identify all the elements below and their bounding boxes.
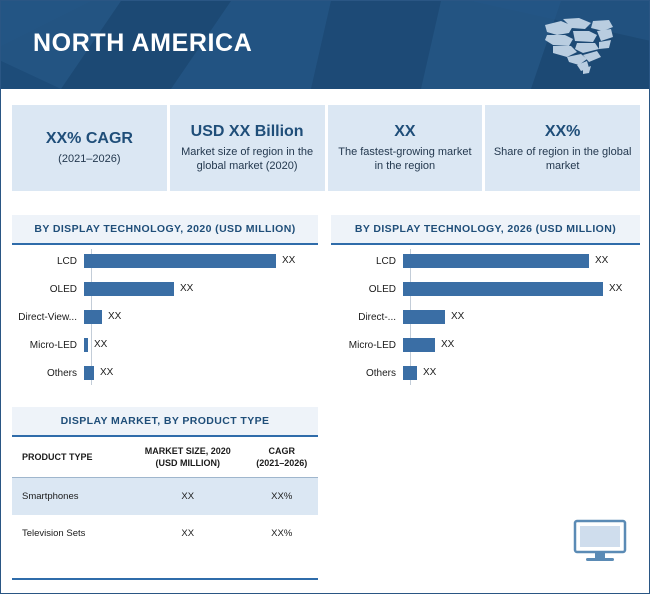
column-header-line-2: (USD MILLION)	[155, 458, 220, 468]
bar-value: XX	[423, 367, 437, 378]
bar-row	[12, 253, 308, 269]
bar-track	[403, 281, 630, 297]
bar-track	[403, 253, 630, 269]
bar-track	[84, 253, 308, 269]
bar-fill	[84, 366, 94, 380]
kpi-card-global-share	[485, 105, 640, 191]
page-title: NORTH AMERICA	[33, 29, 253, 57]
cell-cagr: XX%	[271, 528, 293, 539]
kpi-caption: Share of region in the global market	[493, 146, 632, 172]
bar-label: LCD	[375, 255, 396, 267]
table-header-row	[12, 437, 318, 478]
bar-value: XX	[108, 311, 122, 322]
kpi-caption: The fastest-growing market in the region	[338, 146, 472, 172]
table-title: DISPLAY MARKET, BY PRODUCT TYPE	[12, 407, 318, 437]
bar-row	[331, 337, 630, 353]
bar-track	[403, 309, 630, 325]
table-row	[12, 478, 318, 516]
bar-fill	[84, 282, 174, 296]
bar-track	[84, 309, 308, 325]
bar-fill	[403, 338, 435, 352]
kpi-value: XX% CAGR	[45, 130, 133, 147]
bar-value: XX	[282, 255, 296, 266]
bar-track	[84, 365, 308, 381]
kpi-value: XX%	[544, 123, 581, 140]
bar-label: Direct-...	[358, 311, 396, 323]
bar-value: XX	[441, 339, 455, 350]
bar-label: Direct-View...	[18, 311, 77, 323]
bar-fill	[403, 254, 589, 268]
chart-2-title: BY DISPLAY TECHNOLOGY, 2026 (USD MILLION)	[331, 215, 640, 245]
column-header-line-1: CAGR	[268, 446, 295, 456]
bar-row	[331, 253, 630, 269]
kpi-caption: (2021–2026)	[58, 153, 121, 165]
bar-value: XX	[94, 339, 108, 350]
table-bottom-rule	[12, 578, 318, 580]
cell-market-size: XX	[130, 478, 245, 516]
bar-track	[84, 337, 308, 353]
bar-label: Micro-LED	[348, 339, 396, 351]
chart-by-display-technology-2020	[12, 247, 318, 395]
bar-label: LCD	[56, 255, 77, 267]
bar-row	[331, 365, 630, 381]
north-america-map-icon	[539, 15, 617, 77]
bar-track	[84, 281, 308, 297]
chart-by-display-technology-2026	[331, 247, 640, 395]
bar-row	[12, 309, 308, 325]
bar-label: OLED	[368, 283, 396, 295]
kpi-caption: Market size of region in the global market (2020)	[181, 146, 314, 172]
kpi-strip	[12, 105, 640, 191]
bar-fill	[403, 310, 445, 324]
column-header-market-size	[130, 437, 245, 478]
cell-product-type: Smartphones	[12, 478, 130, 516]
bar-row	[12, 365, 308, 381]
bar-label: Micro-LED	[29, 339, 77, 351]
bar-label: Others	[365, 367, 396, 379]
bar-row	[331, 281, 630, 297]
bar-fill	[84, 338, 88, 352]
chart-1-title: BY DISPLAY TECHNOLOGY, 2020 (USD MILLION)	[12, 215, 318, 245]
header-banner	[1, 1, 650, 89]
column-header-product-type: PRODUCT TYPE	[12, 437, 130, 478]
bar-label: OLED	[49, 283, 77, 295]
bar-value: XX	[609, 283, 623, 294]
bar-fill	[84, 254, 276, 268]
bar-fill	[403, 366, 417, 380]
column-header-line-2: (2021–2026)	[256, 458, 308, 468]
column-header-cagr	[245, 437, 318, 478]
monitor-icon	[573, 519, 627, 563]
table-row	[12, 515, 318, 552]
bar-track	[403, 365, 630, 381]
cell-market-size: XX	[181, 528, 195, 539]
bar-fill	[403, 282, 603, 296]
cell-cagr: XX%	[245, 478, 318, 516]
kpi-value: USD XX Billion	[190, 123, 304, 140]
bar-row	[12, 281, 308, 297]
kpi-card-cagr	[12, 105, 167, 191]
bar-label: Others	[46, 367, 77, 379]
product-type-table	[12, 437, 318, 552]
cell-product-type: Television Sets	[22, 528, 86, 539]
bar-track	[403, 337, 630, 353]
kpi-value: XX	[394, 123, 416, 140]
bar-row	[12, 337, 308, 353]
bar-value: XX	[100, 367, 114, 378]
bar-value: XX	[595, 255, 609, 266]
bar-value: XX	[180, 283, 194, 294]
bar-row	[331, 309, 630, 325]
kpi-card-fastest-growing	[328, 105, 483, 191]
bar-fill	[84, 310, 102, 324]
column-header-line-1: MARKET SIZE, 2020	[144, 446, 231, 456]
bar-value: XX	[451, 311, 465, 322]
kpi-card-market-size	[170, 105, 325, 191]
